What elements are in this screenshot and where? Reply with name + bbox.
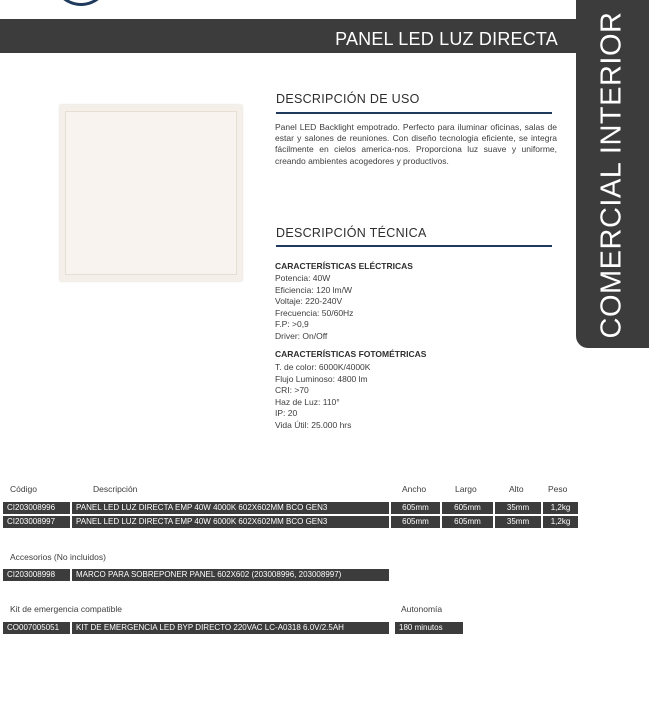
spec-item: Eficiencia: 120 lm/W xyxy=(275,284,352,295)
row-width: 605mm xyxy=(391,502,440,514)
photometric-specs xyxy=(275,362,370,431)
row-description: KIT DE EMERGENCIA LED BYP DIRECTO 220VAC LC-A0318 6.0V/2.5AH xyxy=(72,622,389,634)
row-weight: 1,2kg xyxy=(543,502,578,514)
usage-text: Panel LED Backlight empotrado. Perfecto para iluminar oficinas, salas de estar y salones de reuniones. Con diseño tecnologia eficiente, se integra fácilmente en cielos america-nos. Proporciona luz suave y uniforme, creando ambientes acogedores y productivos. xyxy=(275,122,557,166)
page-title: PANEL LED LUZ DIRECTA xyxy=(335,29,558,49)
spec-item: Driver: On/Off xyxy=(275,330,328,341)
row-description: PANEL LED LUZ DIRECTA EMP 40W 4000K 602X602MM BCO GEN3 xyxy=(72,502,389,514)
spec-item: Voltaje: 220-240V xyxy=(275,296,343,306)
spec-item: T. de color: 6000K/4000K xyxy=(275,362,371,372)
brand-logo xyxy=(52,0,110,6)
technical-heading: DESCRIPCIÓN TÉCNICA xyxy=(276,226,427,240)
emergency-label: Kit de emergencia compatible xyxy=(10,604,122,614)
usage-heading: DESCRIPCIÓN DE USO xyxy=(276,92,420,106)
row-length: 605mm xyxy=(442,502,493,514)
row-height: 35mm xyxy=(495,516,541,528)
spec-item: Vida Útil: 25.000 hrs xyxy=(275,419,352,430)
category-label: COMERCIAL INTERIOR xyxy=(595,11,628,339)
col-header-description: Descripción xyxy=(93,484,138,494)
row-code: CI203008998 xyxy=(3,569,70,581)
col-header-width: Ancho xyxy=(402,484,427,494)
col-header-height: Alto xyxy=(509,484,524,494)
spec-item: F.P: >0,9 xyxy=(275,319,309,329)
col-header-length: Largo xyxy=(455,484,477,494)
autonomy-label: Autonomía xyxy=(401,604,443,614)
row-code: CO007005051 xyxy=(3,622,70,634)
technical-divider xyxy=(276,245,552,247)
spec-item: Haz de Luz: 110° xyxy=(275,396,340,407)
photometric-heading: CARACTERÍSTICAS FOTOMÉTRICAS xyxy=(275,349,427,359)
electrical-heading: CARACTERÍSTICAS ELÉCTRICAS xyxy=(275,261,413,271)
row-description: MARCO PARA SOBREPONER PANEL 602X602 (203008996, 203008997) xyxy=(72,569,389,581)
spec-item: Flujo Luminoso: 4800 lm xyxy=(275,373,368,384)
row-width: 605mm xyxy=(391,516,440,528)
spec-item: CRI: >70 xyxy=(275,385,309,395)
row-description: PANEL LED LUZ DIRECTA EMP 40W 6000K 602X602MM BCO GEN3 xyxy=(72,516,389,528)
spec-item: Frecuencia: 50/60Hz xyxy=(275,307,354,318)
spec-item: Potencia: 40W xyxy=(275,273,331,283)
col-header-weight: Peso xyxy=(548,484,568,494)
accessories-label: Accesorios (No incluidos) xyxy=(10,552,106,562)
row-weight: 1,2kg xyxy=(543,516,578,528)
row-code: CI203008997 xyxy=(3,516,70,528)
row-code: CI203008996 xyxy=(3,502,70,514)
electrical-specs xyxy=(275,273,353,342)
usage-divider xyxy=(276,112,552,114)
category-tab xyxy=(576,0,649,348)
col-header-code: Código xyxy=(10,484,37,494)
title-bar xyxy=(0,19,576,53)
product-image xyxy=(60,105,242,281)
spec-item: IP: 20 xyxy=(275,408,298,418)
row-length: 605mm xyxy=(442,516,493,528)
row-height: 35mm xyxy=(495,502,541,514)
row-autonomy: 180 minutos xyxy=(395,622,463,634)
